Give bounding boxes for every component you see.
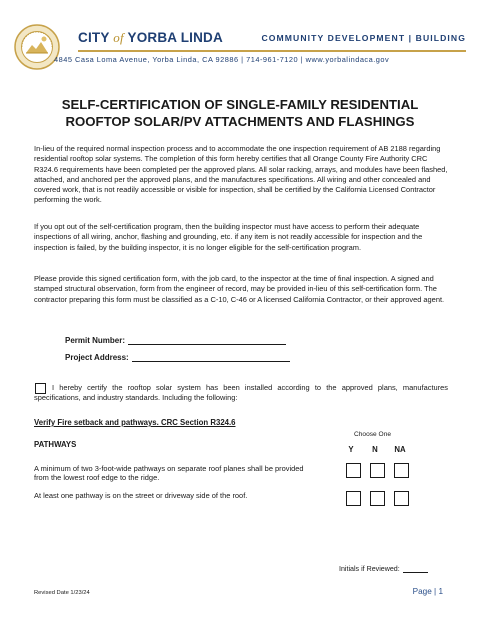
- item-2-yes-checkbox[interactable]: [346, 491, 361, 506]
- project-address-field: [65, 352, 290, 362]
- permit-number-label: Permit Number:: [65, 336, 126, 345]
- submission-paragraph: Please provide this signed certification form, with the job card, to the inspector at the time of final inspection. A signed and stamped structural observation, form from the engineer of record, may be provided in-lieu of this self-certification form. The contractor preparing this form must be classified as a C-10, C-46 or A licensed California Contractor, or their approved agent.: [34, 274, 445, 304]
- pathways-subheading: PATHWAYS: [34, 440, 77, 449]
- opt-out-paragraph: If you opt out of the self-certification program, then the building inspector must have access to perform their adequate inspections of all wiring, anchor, flashing and grounding, etc. if any item is not readily accessible for inspection and the inspection is failed, by the building inspector, it is no longer eligible for the self-certification program.: [34, 222, 423, 252]
- item-1-na-checkbox[interactable]: [394, 463, 409, 478]
- column-header-yes: Y: [348, 445, 354, 454]
- column-header-no: N: [372, 445, 378, 454]
- item-2-na-checkbox[interactable]: [394, 491, 409, 506]
- form-title: SELF-CERTIFICATION OF SINGLE-FAMILY RESIDENTIAL ROOFTOP SOLAR/PV ATTACHMENTS AND FLASHINGS: [61, 97, 419, 129]
- permit-number-input[interactable]: [128, 335, 286, 345]
- column-header-na: NA: [394, 445, 406, 454]
- pathway-item-two-pathways: A minimum of two 3-foot-wide pathways on separate roof planes shall be provided from the lowest roof edge to the ridge.: [34, 464, 304, 483]
- certification-statement: I hereby certify the rooftop solar system has been installed according to the approved plans, manufactures specifications, and industry standards. Including the following:: [34, 383, 448, 403]
- initials-label: Initials if Reviewed:: [339, 565, 400, 573]
- certification-checkbox[interactable]: [35, 383, 46, 394]
- item-2-no-checkbox[interactable]: [370, 491, 385, 506]
- contact-address: 4845 Casa Loma Avenue, Yorba Linda, CA 92886 | 714-961-7120 | www.yorbalindaca.gov: [54, 55, 390, 64]
- header-divider: [78, 50, 466, 52]
- item-1-yes-checkbox[interactable]: [346, 463, 361, 478]
- section-heading: Verify Fire setback and pathways. CRC Section R324.6: [34, 418, 236, 427]
- revised-date: Revised Date 1/23/24: [34, 590, 90, 596]
- intro-paragraph: In-lieu of the required normal inspection process and to accommodate the one inspection requirement of AB 2188 regarding residential rooftop solar systems. The completion of this form hereby certifies that all Orange County Fire Authority CRC R324.6 requirements have been completed per the approved plans. All solar racking, arrays, and modules have been flashed, attached, and anchored per the approved plans, and the manufactures specifications. All wiring and other concealed and covered work, that is not readily accessible or visible for inspection, shall be certified by the California Licensed Contractor performing the work.: [34, 144, 448, 205]
- department-name: COMMUNITY DEVELOPMENT | BUILDING: [261, 33, 466, 43]
- item-1-no-checkbox[interactable]: [370, 463, 385, 478]
- choose-one-label: Choose One: [354, 431, 392, 438]
- permit-number-field: [65, 335, 286, 345]
- initials-input[interactable]: [403, 564, 428, 573]
- pathway-item-street-side: At least one pathway is on the street or driveway side of the roof.: [34, 491, 248, 500]
- city-name: CITY of YORBA LINDA: [78, 30, 223, 45]
- project-address-input[interactable]: [132, 352, 290, 362]
- initials-field: [339, 564, 428, 573]
- letterhead: [14, 24, 466, 70]
- project-address-label: Project Address:: [65, 353, 129, 362]
- page-number: Page | 1: [412, 587, 443, 596]
